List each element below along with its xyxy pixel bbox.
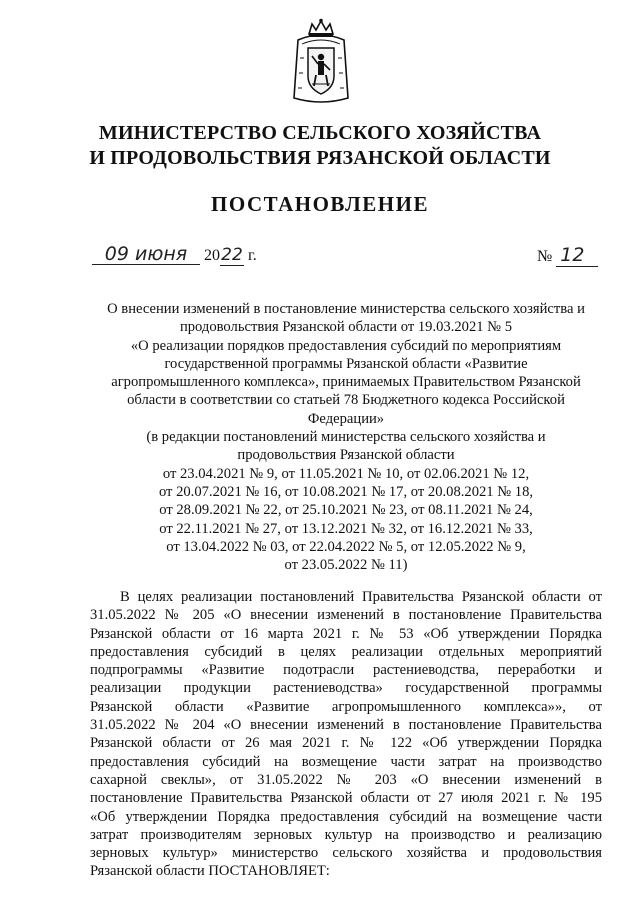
body-line: предоставления субсидий в целях реализации отдельных мероприятий [90,643,602,660]
subject-line: от 23.05.2022 № 11) [284,557,408,574]
body-line: Рязанской области от 16 марта 2021 г. № 53 «Об утверждении Порядка [90,625,602,642]
year-unit: г. [248,247,257,264]
ministry-name-line-1: МИНИСТЕРСТВО СЕЛЬСКОГО ХОЗЯЙСТВА [98,122,542,144]
subject-line: от 23.04.2021 № 9, от 11.05.2021 № 10, от 02.06.2021 № 12, [162,465,530,482]
body-line: Рязанской области от 26 мая 2021 г. № 122 «Об утверждении Порядка [90,735,602,752]
subject-line: продовольствия Рязанской области [237,447,455,464]
subject-line: от 13.04.2022 № 03, от 22.04.2022 № 5, от 12.05.2022 № 9, [166,538,526,555]
handwritten-year-suffix: 22 [221,245,243,265]
subject-line: государственной программы Рязанской области «Развитие [164,355,528,372]
body-line: зерновых культур» министерство сельского хозяйства и продовольствия [90,845,602,862]
body-line: реализации продукции растениеводства» государственной программы [90,680,602,697]
subject-line: от 28.09.2021 № 22, от 25.10.2021 № 23, от 08.11.2021 № 24, [159,502,533,519]
body-line: предоставления субсидий на возмещение части затрат на производство [90,753,602,770]
subject-line: от 20.07.2021 № 16, от 10.08.2021 № 17, от 20.08.2021 № 18, [158,483,534,500]
subject-line: продовольствия Рязанской области от 19.03.2021 № 5 [179,319,513,336]
body-line: 31.05.2022 № 204 «О внесении изменений в постановление Правительства [90,717,602,734]
body-line: 31.05.2022 № 205 «О внесении изменений в постановление Правительства [90,607,602,624]
subject-line: от 22.11.2021 № 27, от 13.12.2021 № 32, от 16.12.2021 № 33, [159,520,533,537]
body-line: Рязанской области ПОСТАНОВЛЯЕТ: [90,863,330,880]
subject-line: области в соответствии со статьей 78 Бюджетного кодекса Российской [127,392,565,409]
body-line: постановление Правительства Рязанской области от 27 июля 2021 г. № 195 [90,790,602,807]
subject-line: О внесении изменений в постановление министерства сельского хозяйства и [107,301,585,317]
body-line: В целях реализации постановлений Правительства Рязанской области от [120,589,602,605]
body-line: подпрограммы «Развитие подотрасли растениеводства, переработки и [90,662,602,679]
subject-line: «О реализации порядков предоставления субсидий по мероприятиям [130,337,562,354]
document-subject [90,300,602,574]
document-number [537,244,598,267]
subject-line: агропромышленного комплекса», принимаемых Правительством Рязанской [111,374,581,391]
handwritten-day-month: 09 июня [92,244,200,265]
number-label: № [537,248,553,265]
body-line: сахарной свеклы», от 31.05.2022 № 203 «О внесении изменений в [90,771,602,788]
document-date [92,244,257,266]
ministry-name-line-2: И ПРОДОВОЛЬСТВИЯ РЯЗАНСКОЙ ОБЛАСТИ [89,147,551,169]
coat-of-arms-icon [290,18,352,106]
document-body [90,588,602,881]
body-line: «Об утверждении Порядка предоставления субсидий на возмещение части [90,808,602,825]
body-line: затрат производителям зерновых культур на производство и реализацию [90,826,602,843]
subject-line: (в редакции постановлений министерства сельского хозяйства и [146,429,546,446]
document-type-title: ПОСТАНОВЛЕНИЕ [211,192,429,216]
subject-line: Федерации» [307,410,385,427]
body-line: Рязанской области «Развитие агропромышленного комплекса»», от [90,698,602,715]
handwritten-number: 12 [556,244,598,267]
year-prefix: 20 [204,247,220,264]
